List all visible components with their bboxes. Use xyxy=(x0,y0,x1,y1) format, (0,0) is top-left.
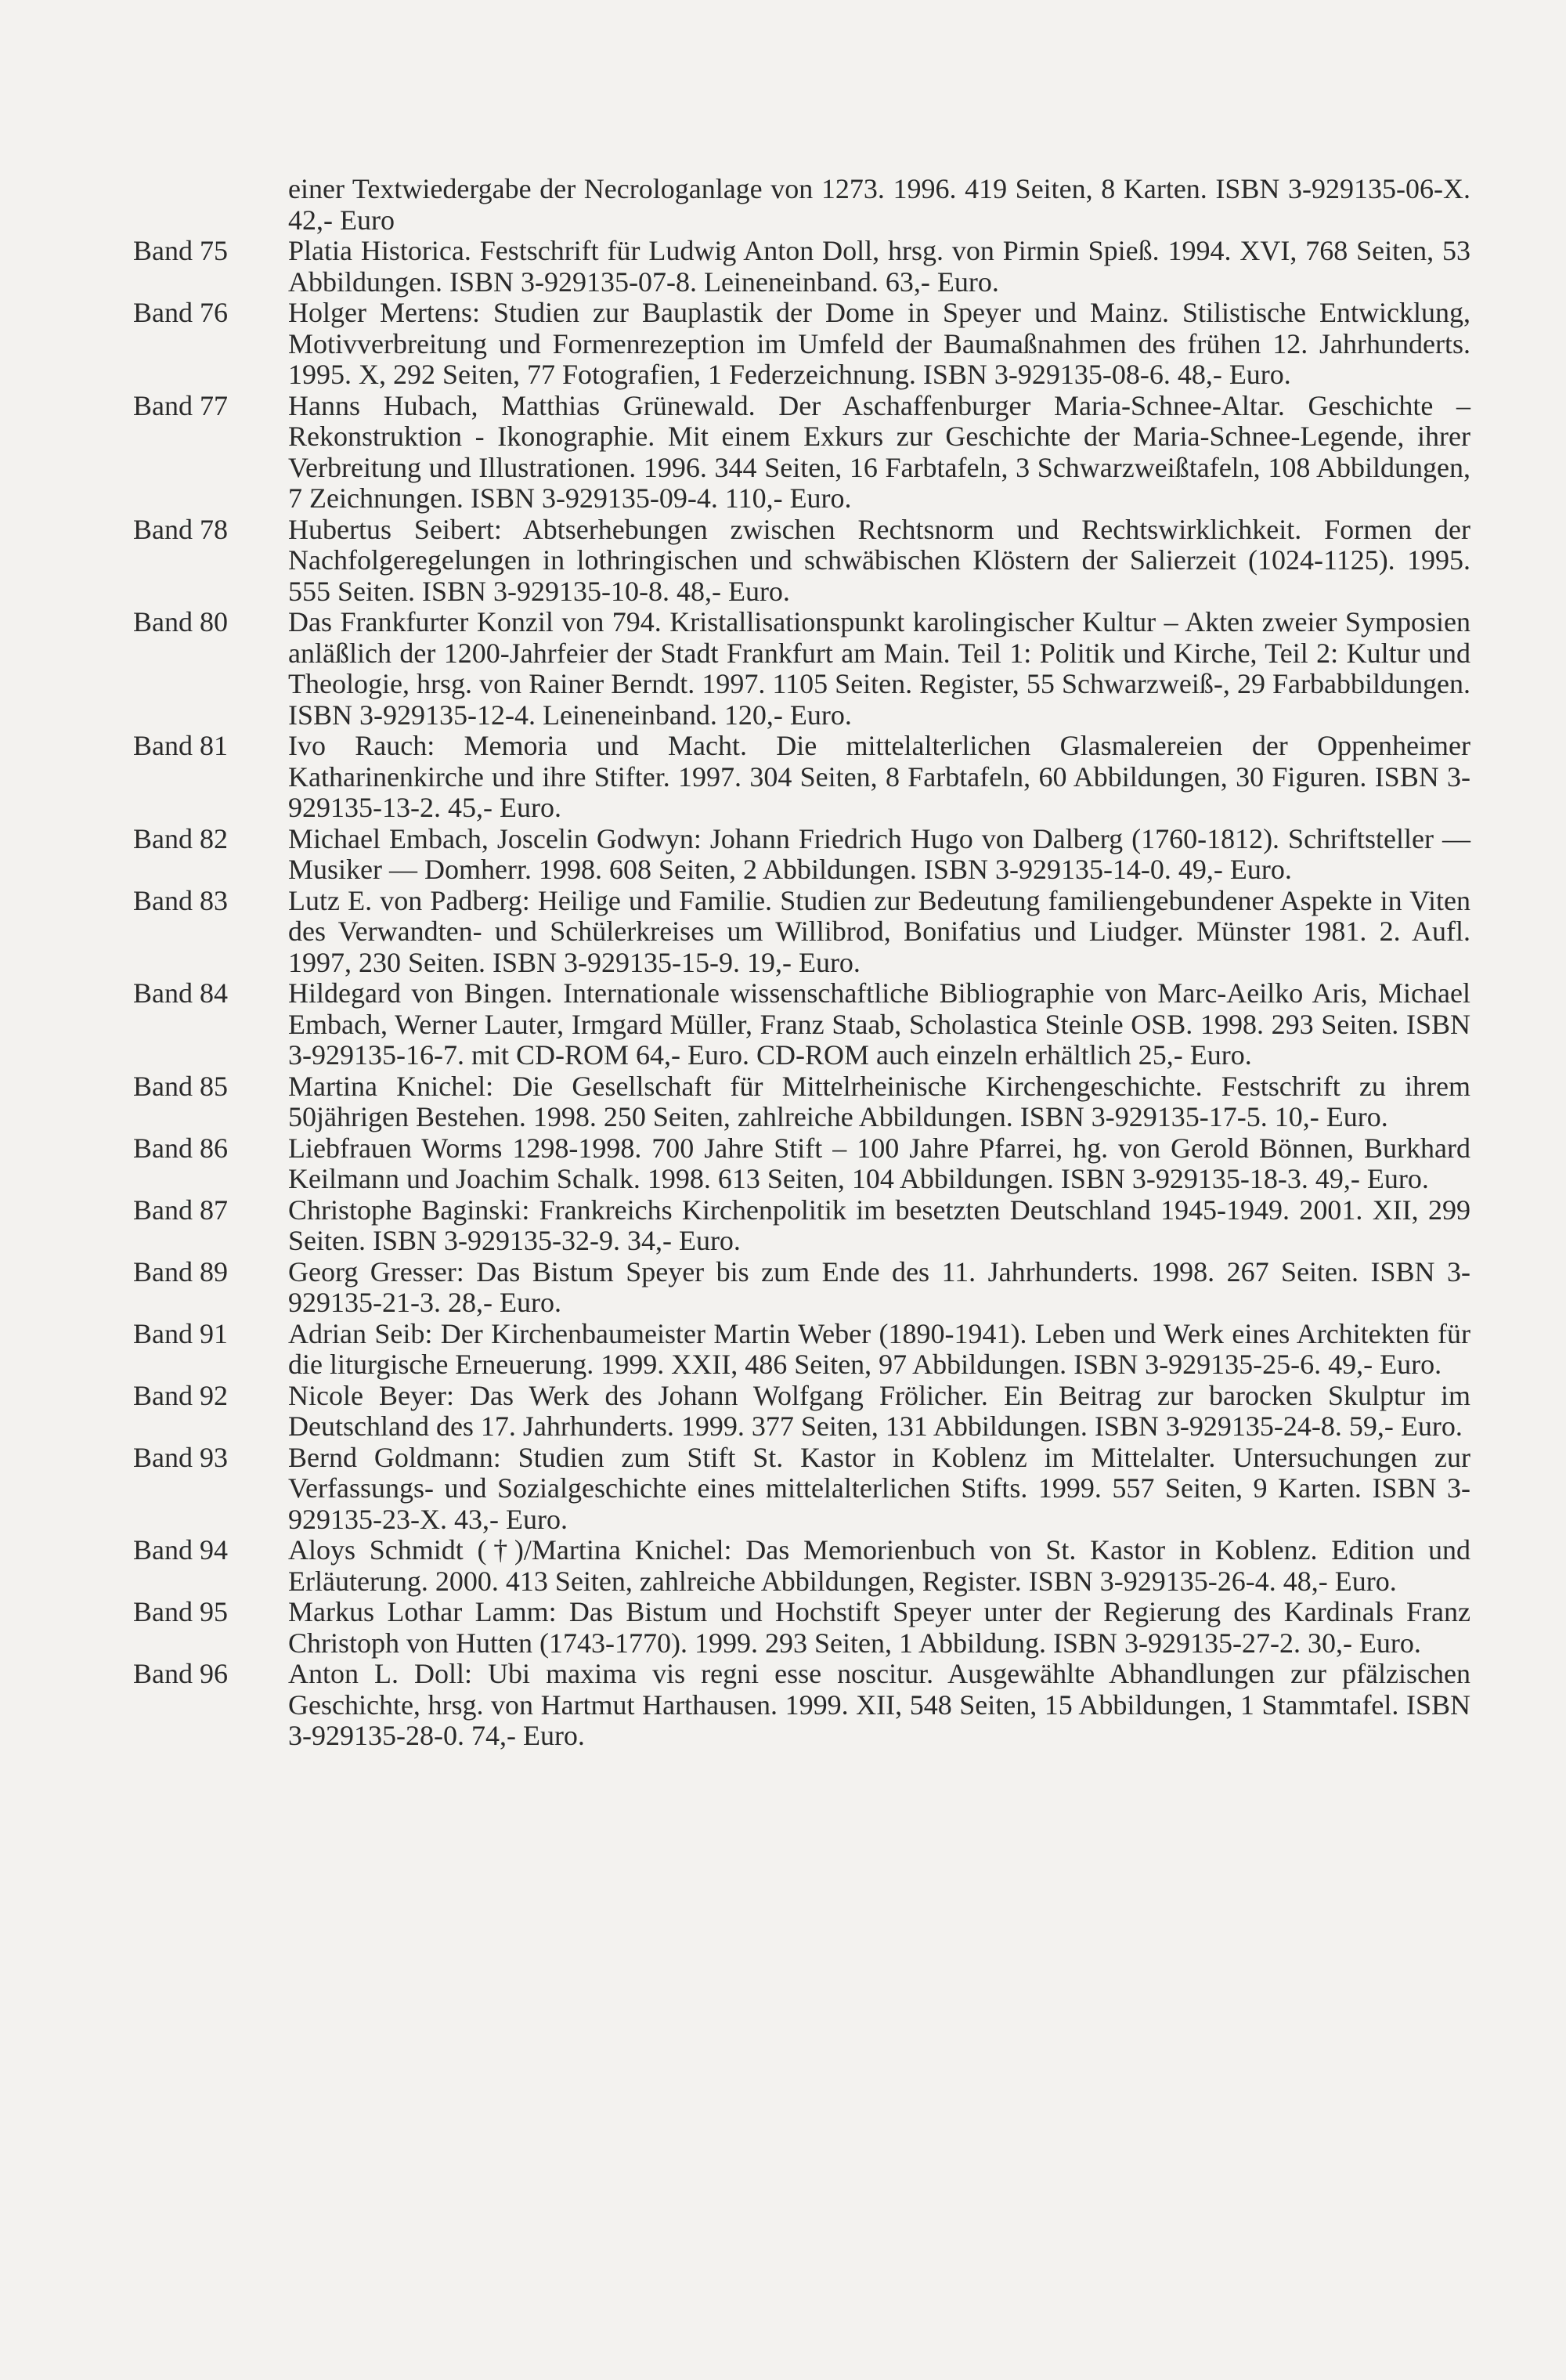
entry-text: Michael Embach, Joscelin Godwyn: Johann Friedrich Hugo von Dalberg (1760-1812). Schriftsteller — Musiker — Domherr. 1998. 608 Seiten, 2 Abbildungen. ISBN 3-929135-14-0. 49,- Euro. xyxy=(288,822,1470,885)
series-entry xyxy=(133,298,1470,391)
entry-text: Ivo Rauch: Memoria und Macht. Die mittelalterlichen Glasmalereien der Oppenheimer Katharinenkirche und ihre Stifter. 1997. 304 Seiten, 8 Farbtafeln, 60 Abbildungen, 30 Figuren. ISBN 3-929135-13-2. 45,- Euro. xyxy=(288,730,1470,823)
entry-text: Markus Lothar Lamm: Das Bistum und Hochstift Speyer unter der Regierung des Kardinals Franz Christoph von Hutten (1743-1770). 1999. 293 Seiten, 1 Abbildung. ISBN 3-929135-27-2. 30,- Euro. xyxy=(288,1596,1470,1659)
band-number: Band 96 xyxy=(133,1658,228,1689)
band-number: Band 91 xyxy=(133,1317,228,1349)
band-number: Band 83 xyxy=(133,884,228,916)
band-number: Band 84 xyxy=(133,977,228,1009)
entry-text: Hildegard von Bingen. Internationale wissenschaftliche Bibliographie von Marc-Aeilko Aris, Michael Embach, Werner Lauter, Irmgard Müller, Franz Staab, Scholastica Steinle OSB. 1998. 293 Seiten. ISBN 3-929135-16-7. mit CD-ROM 64,- Euro. CD-ROM auch einzeln erhältlich 25,- Euro. xyxy=(288,977,1470,1071)
series-entry xyxy=(133,1195,1470,1257)
series-entry xyxy=(133,1381,1470,1443)
series-entry xyxy=(133,1133,1470,1195)
band-number: Band 85 xyxy=(133,1070,228,1102)
entries-container xyxy=(133,236,1470,1752)
series-entry xyxy=(133,607,1470,731)
band-number: Band 82 xyxy=(133,822,228,854)
entry-text: Martina Knichel: Die Gesellschaft für Mittelrheinische Kirchengeschichte. Festschrift zu ihrem 50jährigen Bestehen. 1998. 250 Seiten, zahlreiche Abbildungen. ISBN 3-929135-17-5. 10,- Euro. xyxy=(288,1070,1470,1132)
band-number: Band 95 xyxy=(133,1596,228,1627)
entry-text: Georg Gresser: Das Bistum Speyer bis zum Ende des 11. Jahrhunderts. 1998. 267 Seiten. ISBN 3-929135-21-3. 28,- Euro. xyxy=(288,1255,1470,1318)
continuation-text: einer Textwiedergabe der Necrologanlage von 1273. 1996. 419 Seiten, 8 Karten. ISBN 3-929135-06-X. 42,- Euro xyxy=(288,173,1470,236)
band-number: Band 76 xyxy=(133,297,228,328)
band-number: Band 87 xyxy=(133,1194,228,1226)
series-entry xyxy=(133,886,1470,979)
entry-text: Aloys Schmidt (†)/Martina Knichel: Das Memorienbuch von St. Kastor in Koblenz. Edition und Erläuterung. 2000. 413 Seiten, zahlreiche Abbildungen, Register. ISBN 3-929135-26-4. 48,- Euro. xyxy=(288,1534,1470,1597)
series-entry xyxy=(133,391,1470,515)
band-number: Band 80 xyxy=(133,606,228,637)
series-entry xyxy=(133,1257,1470,1319)
entry-text: Das Frankfurter Konzil von 794. Kristallisationspunkt karolingischer Kultur – Akten zweier Symposien anläßlich der 1200-Jahrfeier der Stadt Frankfurt am Main. Teil 1: Politik und Kirche, Teil 2: Kultur und Theologie, hrsg. von Rainer Berndt. 1997. 1105 Seiten. Register, 55 Schwarzweiß-, 29 Farbabbildungen. ISBN 3-929135-12-4. Leineneinband. 120,- Euro. xyxy=(288,606,1470,731)
series-entry xyxy=(133,1659,1470,1752)
entry-text: Adrian Seib: Der Kirchenbaumeister Martin Weber (1890-1941). Leben und Werk eines Architekten für die liturgische Erneuerung. 1999. XXII, 486 Seiten, 97 Abbildungen. ISBN 3-929135-25-6. 49,- Euro. xyxy=(288,1317,1470,1380)
band-number: Band 81 xyxy=(133,730,228,761)
series-entry xyxy=(133,824,1470,886)
series-entry xyxy=(133,731,1470,824)
band-number: Band 89 xyxy=(133,1255,228,1288)
band-number: Band 78 xyxy=(133,513,228,545)
series-entry xyxy=(133,236,1470,298)
entry-text: Liebfrauen Worms 1298-1998. 700 Jahre Stift – 100 Jahre Pfarrei, hg. von Gerold Bönnen, Burkhard Keilmann und Joachim Schalk. 1998. 613 Seiten, 104 Abbildungen. ISBN 3-929135-18-3. 49,- Euro. xyxy=(288,1132,1470,1194)
series-entry xyxy=(133,515,1470,608)
entry-text: Christophe Baginski: Frankreichs Kirchenpolitik im besetzten Deutschland 1945-1949. 2001. XII, 299 Seiten. ISBN 3-929135-32-9. 34,- Euro. xyxy=(288,1194,1470,1256)
entry-text: Holger Mertens: Studien zur Bauplastik der Dome in Speyer und Mainz. Stilistische Entwicklung, Motivverbreitung und Formenrezeption im Umfeld der Baumaßnahmen des frühen 12. Jahrhunderts. 1995. X, 292 Seiten, 77 Fotografien, 1 Federzeichnung. ISBN 3-929135-08-6. 48,- Euro. xyxy=(288,297,1470,390)
entry-text: Anton L. Doll: Ubi maxima vis regni esse noscitur. Ausgewählte Abhandlungen zur pfälzischen Geschichte, hrsg. von Hartmut Harthausen. 1999. XII, 548 Seiten, 15 Abbildungen, 1 Stammtafel. ISBN 3-929135-28-0. 74,- Euro. xyxy=(288,1658,1470,1751)
entry-text: Nicole Beyer: Das Werk des Johann Wolfgang Frölicher. Ein Beitrag zur barocken Skulptur im Deutschland des 17. Jahrhunderts. 1999. 377 Seiten, 131 Abbildungen. ISBN 3-929135-24-8. 59,- Euro. xyxy=(288,1379,1470,1442)
band-number: Band 77 xyxy=(133,389,228,421)
entry-text: Bernd Goldmann: Studien zum Stift St. Kastor in Koblenz im Mittelalter. Untersuchungen zur Verfassungs- und Sozialgeschichte eines mittelalterlichen Stifts. 1999. 557 Seiten, 9 Karten. ISBN 3-929135-23-X. 43,- Euro. xyxy=(288,1441,1470,1535)
series-entry xyxy=(133,1443,1470,1536)
band-number: Band 86 xyxy=(133,1132,228,1164)
series-entry xyxy=(133,978,1470,1071)
series-entry xyxy=(133,1319,1470,1381)
entry-text: Platia Historica. Festschrift für Ludwig Anton Doll, hrsg. von Pirmin Spieß. 1994. XVI, 768 Seiten, 53 Abbildungen. ISBN 3-929135-07-8. Leineneinband. 63,- Euro. xyxy=(288,235,1470,298)
entry-text: Hanns Hubach, Matthias Grünewald. Der Aschaffenburger Maria-Schnee-Altar. Geschichte – Rekonstruktion - Ikonographie. Mit einem Exkurs zur Geschichte der Maria-Schnee-Legende, ihrer Verbreitung und Illustrationen. 1996. 344 Seiten, 16 Farbtafeln, 3 Schwarzweißtafeln, 108 Abbildungen, 7 Zeichnungen. ISBN 3-929135-09-4. 110,- Euro. xyxy=(288,389,1470,514)
series-entry xyxy=(133,1597,1470,1659)
band-number: Band 75 xyxy=(133,235,228,266)
entry-text: Hubertus Seibert: Abtserhebungen zwischen Rechtsnorm und Rechtswirklichkeit. Formen der Nachfolgeregelungen in lothringischen und schwäbischen Klöstern der Salierzeit (1024-1125). 1995. 555 Seiten. ISBN 3-929135-10-8. 48,- Euro. xyxy=(288,513,1470,607)
band-number: Band 93 xyxy=(133,1441,228,1473)
band-number: Band 94 xyxy=(133,1534,228,1566)
entry-text: Lutz E. von Padberg: Heilige und Familie. Studien zur Bedeutung familiengebundener Aspekte in Viten des Verwandten- und Schülerkreises um Willibrod, Bonifatius und Liudger. Münster 1981. 2. Aufl. 1997, 230 Seiten. ISBN 3-929135-15-9. 19,- Euro. xyxy=(288,884,1470,978)
series-entry xyxy=(133,1071,1470,1133)
band-number: Band 92 xyxy=(133,1379,228,1411)
series-entry xyxy=(133,1535,1470,1597)
series-list xyxy=(133,174,1470,1752)
